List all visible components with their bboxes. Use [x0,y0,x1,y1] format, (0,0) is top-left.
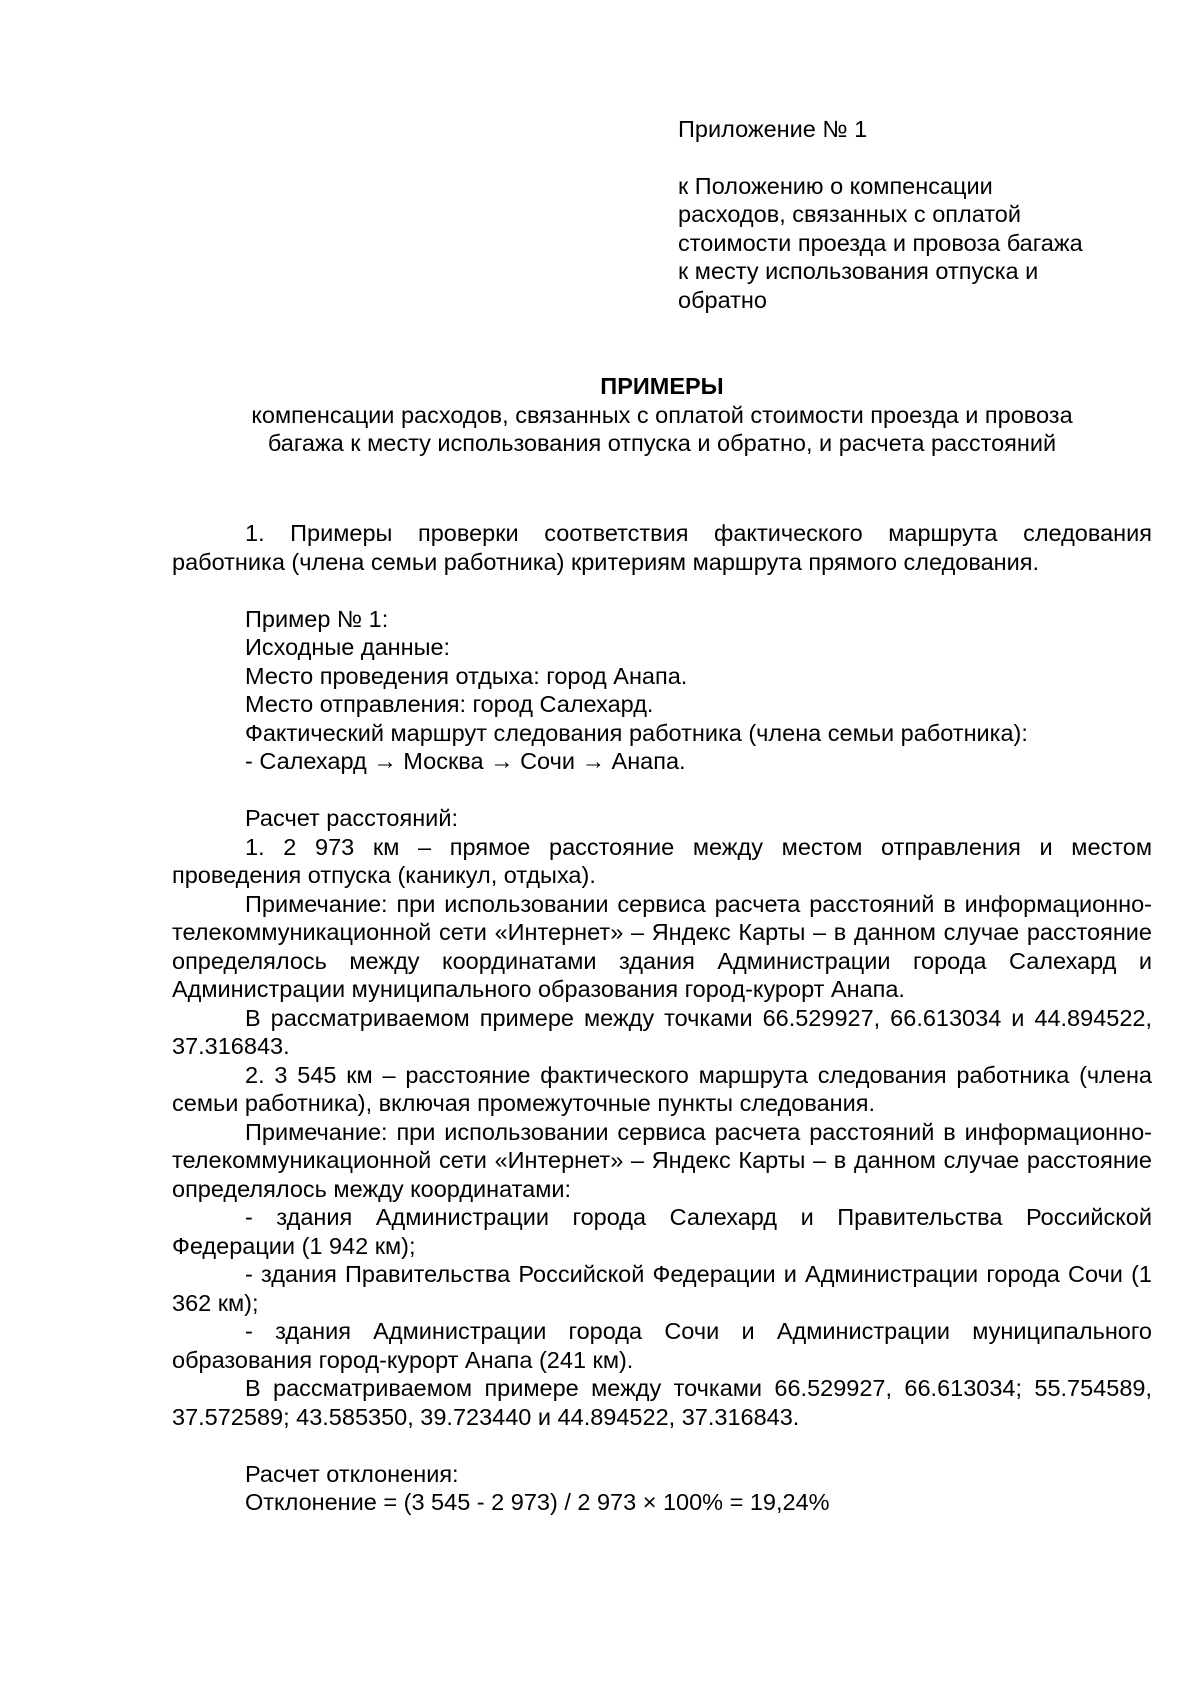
title-subtitle-line-1: компенсации расходов, связанных с оплатой стоимости проезда и провоза [251,401,1073,428]
appendix-line: к месту использования отпуска и [678,258,1039,284]
distance-segment-1: - здания Администрации города Салехард и Правительства Российской Федерации (1 942 км); [172,1204,1152,1259]
appendix-line: стоимости проезда и провоза багажа [678,229,1083,256]
document-title [172,372,1152,458]
section-1-intro: 1. Примеры проверки соответствия фактического маршрута следования работника (члена семьи работника) критериям маршрута прямого следования. [172,520,1152,575]
rest-place: Место проведения отдыха: город Анапа. [245,662,688,689]
distance-note-2: Примечание: при использовании сервиса расчета расстояний в информационно-телекоммуникационной сети «Интернет» – Яндекс Карты – в данном случае расстояние определялось между координатами: [172,1118,1152,1202]
title-subtitle-line-2: багажа к месту использования отпуска и обратно, и расчета расстояний [267,430,1057,456]
route-label: Фактический маршрут следования работника (члена семьи работника): [245,719,1028,746]
departure-place: Место отправления: город Салехард. [245,691,654,717]
appendix-line: к Положению о компенсации [678,172,993,199]
route: - Салехард → Москва → Сочи → Анапа. [245,748,686,774]
distance-item-2: 2. 3 545 км – расстояние фактического маршрута следования работника (члена семьи работника), включая промежуточные пункты следования. [172,1061,1152,1116]
title-heading: ПРИМЕРЫ [600,373,724,399]
appendix-number: Приложение № 1 [678,116,868,142]
appendix-line: расходов, связанных с оплатой [678,201,1021,227]
distance-item-1: 1. 2 973 км – прямое расстояние между местом отправления и местом проведения отпуска (каникул, отдыха). [172,833,1152,888]
example-1-label: Пример № 1: [245,605,389,632]
source-data-label: Исходные данные: [245,634,451,660]
distance-segment-3: - здания Администрации города Сочи и Администрации муниципального образования город-курорт Анапа (241 км). [172,1318,1152,1373]
deviation-label: Расчет отклонения: [245,1460,459,1487]
appendix-header [678,115,1148,314]
document-body [172,519,1152,1517]
distances-label: Расчет расстояний: [245,805,458,831]
appendix-line: обратно [678,286,767,313]
distance-points-2: В рассматриваемом примере между точками 66.529927, 66.613034; 55.754589, 37.572589; 43.585350, 39.723440 и 44.894522, 37.316843. [172,1375,1152,1430]
distance-points-1: В рассматриваемом примере между точками 66.529927, 66.613034 и 44.894522, 37.316843. [172,1004,1152,1059]
distance-note-1: Примечание: при использовании сервиса расчета расстояний в информационно-телекоммуникационной сети «Интернет» – Яндекс Карты – в данном случае расстояние определялось между координатами здания Администрации города Салехард и Администрации муниципального образования город-курорт Анапа. [172,890,1152,1002]
distance-segment-2: - здания Правительства Российской Федерации и Администрации города Сочи (1 362 км); [172,1261,1152,1316]
deviation-formula: Отклонение = (3 545 - 2 973) / 2 973 × 100% = 19,24% [245,1489,830,1515]
